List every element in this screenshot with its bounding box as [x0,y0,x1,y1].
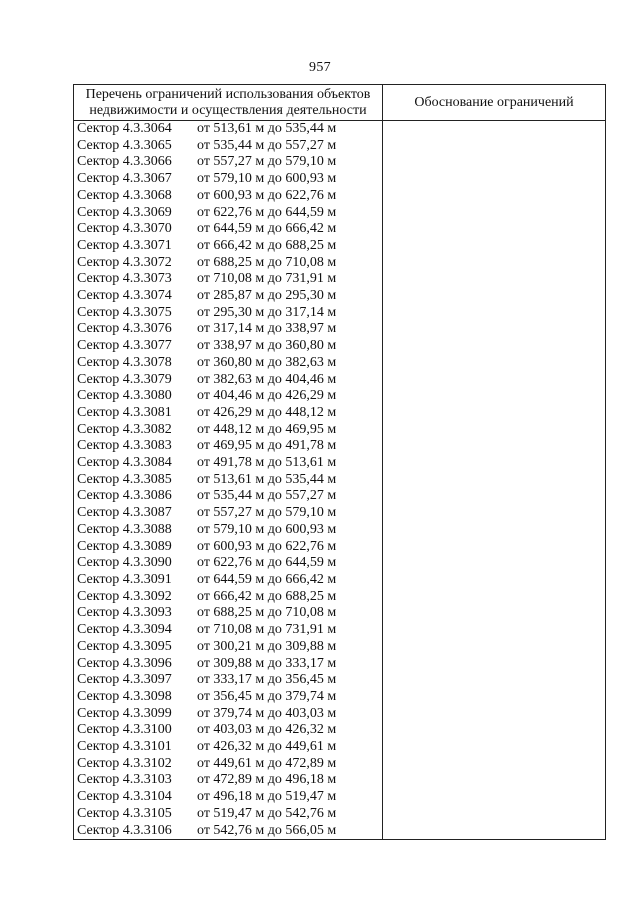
restriction-cell [74,338,383,355]
table-row [74,555,606,572]
table-row [74,488,606,505]
table-row [74,639,606,656]
sector-label: Сектор 4.3.3097 [77,672,172,688]
distance-range: от 496,18 м до 519,47 м [197,789,337,805]
restriction-cell [74,288,383,305]
distance-range: от 557,27 м до 579,10 м [197,154,337,170]
table-row [74,589,606,606]
table-row [74,505,606,522]
restriction-cell [74,722,383,739]
table-row [74,622,606,639]
basis-cell [383,288,606,305]
table-row [74,405,606,422]
restriction-cell [74,806,383,823]
table-row [74,806,606,823]
restriction-cell [74,422,383,439]
basis-cell [383,455,606,472]
restriction-cell [74,205,383,222]
table-row [74,472,606,489]
sector-label: Сектор 4.3.3091 [77,571,172,587]
basis-cell [383,622,606,639]
basis-cell [383,572,606,589]
table-row [74,672,606,689]
distance-range: от 710,08 м до 731,91 м [197,271,337,287]
distance-range: от 491,78 м до 513,61 м [197,455,337,471]
header-restrictions-basis: Обоснование ограничений [383,85,606,121]
restriction-cell [74,539,383,556]
restriction-cell [74,372,383,389]
basis-cell [383,438,606,455]
sector-label: Сектор 4.3.3080 [77,388,172,404]
restriction-cell [74,823,383,840]
sector-label: Сектор 4.3.3102 [77,755,172,771]
restriction-cell [74,405,383,422]
basis-cell [383,656,606,673]
sector-label: Сектор 4.3.3082 [77,421,172,437]
sector-label: Сектор 4.3.3067 [77,171,172,187]
table-row [74,305,606,322]
basis-cell [383,472,606,489]
distance-range: от 285,87 м до 295,30 м [197,288,337,304]
restriction-cell [74,255,383,272]
table-row [74,522,606,539]
sector-label: Сектор 4.3.3105 [77,805,172,821]
table-row [74,455,606,472]
sector-label: Сектор 4.3.3106 [77,822,172,838]
basis-cell [383,154,606,171]
restriction-cell [74,321,383,338]
distance-range: от 622,76 м до 644,59 м [197,204,337,220]
table-row [74,271,606,288]
distance-range: от 404,46 м до 426,29 м [197,388,337,404]
table-row [74,438,606,455]
table-row [74,221,606,238]
table-row [74,255,606,272]
restriction-cell [74,706,383,723]
restriction-cell [74,121,383,138]
distance-range: от 338,97 м до 360,80 м [197,338,337,354]
table-row [74,372,606,389]
sector-label: Сектор 4.3.3070 [77,221,172,237]
restriction-cell [74,188,383,205]
basis-cell [383,522,606,539]
distance-range: от 426,29 м до 448,12 м [197,404,337,420]
restriction-cell [74,488,383,505]
distance-range: от 710,08 м до 731,91 м [197,622,337,638]
table-row [74,706,606,723]
restriction-cell [74,305,383,322]
sector-label: Сектор 4.3.3096 [77,655,172,671]
basis-cell [383,605,606,622]
table-header-row [74,85,606,121]
basis-cell [383,706,606,723]
sector-label: Сектор 4.3.3099 [77,705,172,721]
distance-range: от 317,14 м до 338,97 м [197,321,337,337]
basis-cell [383,672,606,689]
distance-range: от 513,61 м до 535,44 м [197,121,337,136]
restriction-cell [74,505,383,522]
basis-cell [383,205,606,222]
distance-range: от 579,10 м до 600,93 м [197,521,337,537]
restriction-cell [74,555,383,572]
restriction-cell [74,739,383,756]
distance-range: от 426,32 м до 449,61 м [197,739,337,755]
basis-cell [383,772,606,789]
basis-cell [383,171,606,188]
distance-range: от 600,93 м до 622,76 м [197,538,337,554]
table-row [74,205,606,222]
basis-cell [383,806,606,823]
basis-cell [383,321,606,338]
restriction-cell [74,154,383,171]
basis-cell [383,505,606,522]
table-row [74,238,606,255]
basis-cell [383,405,606,422]
restriction-cell [74,171,383,188]
restriction-cell [74,238,383,255]
distance-range: от 688,25 м до 710,08 м [197,254,337,270]
distance-range: от 535,44 м до 557,27 м [197,488,337,504]
distance-range: от 666,42 м до 688,25 м [197,588,337,604]
sector-label: Сектор 4.3.3088 [77,521,172,537]
table-row [74,388,606,405]
restriction-cell [74,355,383,372]
table-row [74,572,606,589]
distance-range: от 379,74 м до 403,03 м [197,705,337,721]
sector-label: Сектор 4.3.3094 [77,622,172,638]
sector-label: Сектор 4.3.3098 [77,688,172,704]
sector-label: Сектор 4.3.3086 [77,488,172,504]
distance-range: от 513,61 м до 535,44 м [197,471,337,487]
sector-label: Сектор 4.3.3095 [77,638,172,654]
table-row [74,689,606,706]
restriction-cell [74,388,383,405]
distance-range: от 622,76 м до 644,59 м [197,555,337,571]
sector-label: Сектор 4.3.3072 [77,254,172,270]
basis-cell [383,271,606,288]
table-row [74,656,606,673]
sector-label: Сектор 4.3.3093 [77,605,172,621]
distance-range: от 519,47 м до 542,76 м [197,805,337,821]
distance-range: от 644,59 м до 666,42 м [197,221,337,237]
table-row [74,722,606,739]
distance-range: от 382,63 м до 404,46 м [197,371,337,387]
page-number: 957 [309,60,331,75]
restriction-cell [74,472,383,489]
basis-cell [383,255,606,272]
sector-label: Сектор 4.3.3075 [77,304,172,320]
basis-cell [383,305,606,322]
table-row [74,288,606,305]
restriction-cell [74,689,383,706]
table-row [74,539,606,556]
table-row [74,772,606,789]
restriction-cell [74,789,383,806]
distance-range: от 309,88 м до 333,17 м [197,655,337,671]
restriction-cell [74,639,383,656]
sector-label: Сектор 4.3.3085 [77,471,172,487]
distance-range: от 557,27 м до 579,10 м [197,505,337,521]
distance-range: от 600,93 м до 622,76 м [197,187,337,203]
restriction-cell [74,522,383,539]
sector-label: Сектор 4.3.3069 [77,204,172,220]
distance-range: от 333,17 м до 356,45 м [197,672,337,688]
basis-cell [383,639,606,656]
sector-label: Сектор 4.3.3103 [77,772,172,788]
distance-range: от 360,80 м до 382,63 м [197,354,337,370]
basis-cell [383,589,606,606]
sector-label: Сектор 4.3.3064 [77,121,172,136]
distance-range: от 666,42 м до 688,25 м [197,237,337,253]
restriction-cell [74,672,383,689]
sector-label: Сектор 4.3.3071 [77,237,172,253]
table-row [74,605,606,622]
distance-range: от 688,25 м до 710,08 м [197,605,337,621]
sector-label: Сектор 4.3.3104 [77,789,172,805]
sector-label: Сектор 4.3.3076 [77,321,172,337]
basis-cell [383,789,606,806]
table-row [74,355,606,372]
sector-label: Сектор 4.3.3084 [77,455,172,471]
header-restrictions-list: Перечень ограничений использования объектов недвижимости и осуществления деятельности [74,85,383,121]
table-body [74,121,606,840]
restrictions-table [73,84,606,840]
distance-range: от 295,30 м до 317,14 м [197,304,337,320]
sector-label: Сектор 4.3.3079 [77,371,172,387]
table-row [74,154,606,171]
table-row [74,171,606,188]
restriction-cell [74,271,383,288]
distance-range: от 644,59 м до 666,42 м [197,571,337,587]
table-row [74,321,606,338]
sector-label: Сектор 4.3.3073 [77,271,172,287]
distance-range: от 472,89 м до 496,18 м [197,772,337,788]
basis-cell [383,756,606,773]
distance-range: от 356,45 м до 379,74 м [197,688,337,704]
basis-cell [383,188,606,205]
table-row [74,138,606,155]
basis-cell [383,823,606,840]
table-header [74,85,606,121]
restriction-cell [74,589,383,606]
basis-cell [383,238,606,255]
sector-label: Сектор 4.3.3068 [77,187,172,203]
distance-range: от 449,61 м до 472,89 м [197,755,337,771]
sector-label: Сектор 4.3.3101 [77,739,172,755]
restriction-cell [74,756,383,773]
sector-label: Сектор 4.3.3065 [77,137,172,153]
basis-cell [383,388,606,405]
sector-label: Сектор 4.3.3077 [77,338,172,354]
sector-label: Сектор 4.3.3087 [77,505,172,521]
restriction-cell [74,622,383,639]
basis-cell [383,121,606,138]
table-row [74,756,606,773]
basis-cell [383,539,606,556]
restriction-cell [74,138,383,155]
distance-range: от 300,21 м до 309,88 м [197,638,337,654]
basis-cell [383,355,606,372]
restriction-cell [74,455,383,472]
restriction-cell [74,438,383,455]
table-row [74,188,606,205]
basis-cell [383,372,606,389]
table-row [74,789,606,806]
sector-label: Сектор 4.3.3090 [77,555,172,571]
sector-label: Сектор 4.3.3078 [77,354,172,370]
basis-cell [383,138,606,155]
sector-label: Сектор 4.3.3083 [77,438,172,454]
basis-cell [383,555,606,572]
restriction-cell [74,656,383,673]
sector-label: Сектор 4.3.3092 [77,588,172,604]
restriction-cell [74,221,383,238]
basis-cell [383,488,606,505]
basis-cell [383,422,606,439]
table-row [74,823,606,840]
sector-label: Сектор 4.3.3066 [77,154,172,170]
distance-range: от 469,95 м до 491,78 м [197,438,337,454]
basis-cell [383,739,606,756]
sector-label: Сектор 4.3.3074 [77,288,172,304]
distance-range: от 448,12 м до 469,95 м [197,421,337,437]
sector-label: Сектор 4.3.3089 [77,538,172,554]
table-row [74,739,606,756]
restriction-cell [74,772,383,789]
distance-range: от 403,03 м до 426,32 м [197,722,337,738]
basis-cell [383,689,606,706]
table-row [74,422,606,439]
sector-label: Сектор 4.3.3081 [77,404,172,420]
table-row [74,121,606,138]
restriction-cell [74,572,383,589]
distance-range: от 579,10 м до 600,93 м [197,171,337,187]
sector-label: Сектор 4.3.3100 [77,722,172,738]
table-row [74,338,606,355]
restriction-cell [74,605,383,622]
basis-cell [383,221,606,238]
basis-cell [383,722,606,739]
basis-cell [383,338,606,355]
distance-range: от 542,76 м до 566,05 м [197,822,337,838]
distance-range: от 535,44 м до 557,27 м [197,137,337,153]
